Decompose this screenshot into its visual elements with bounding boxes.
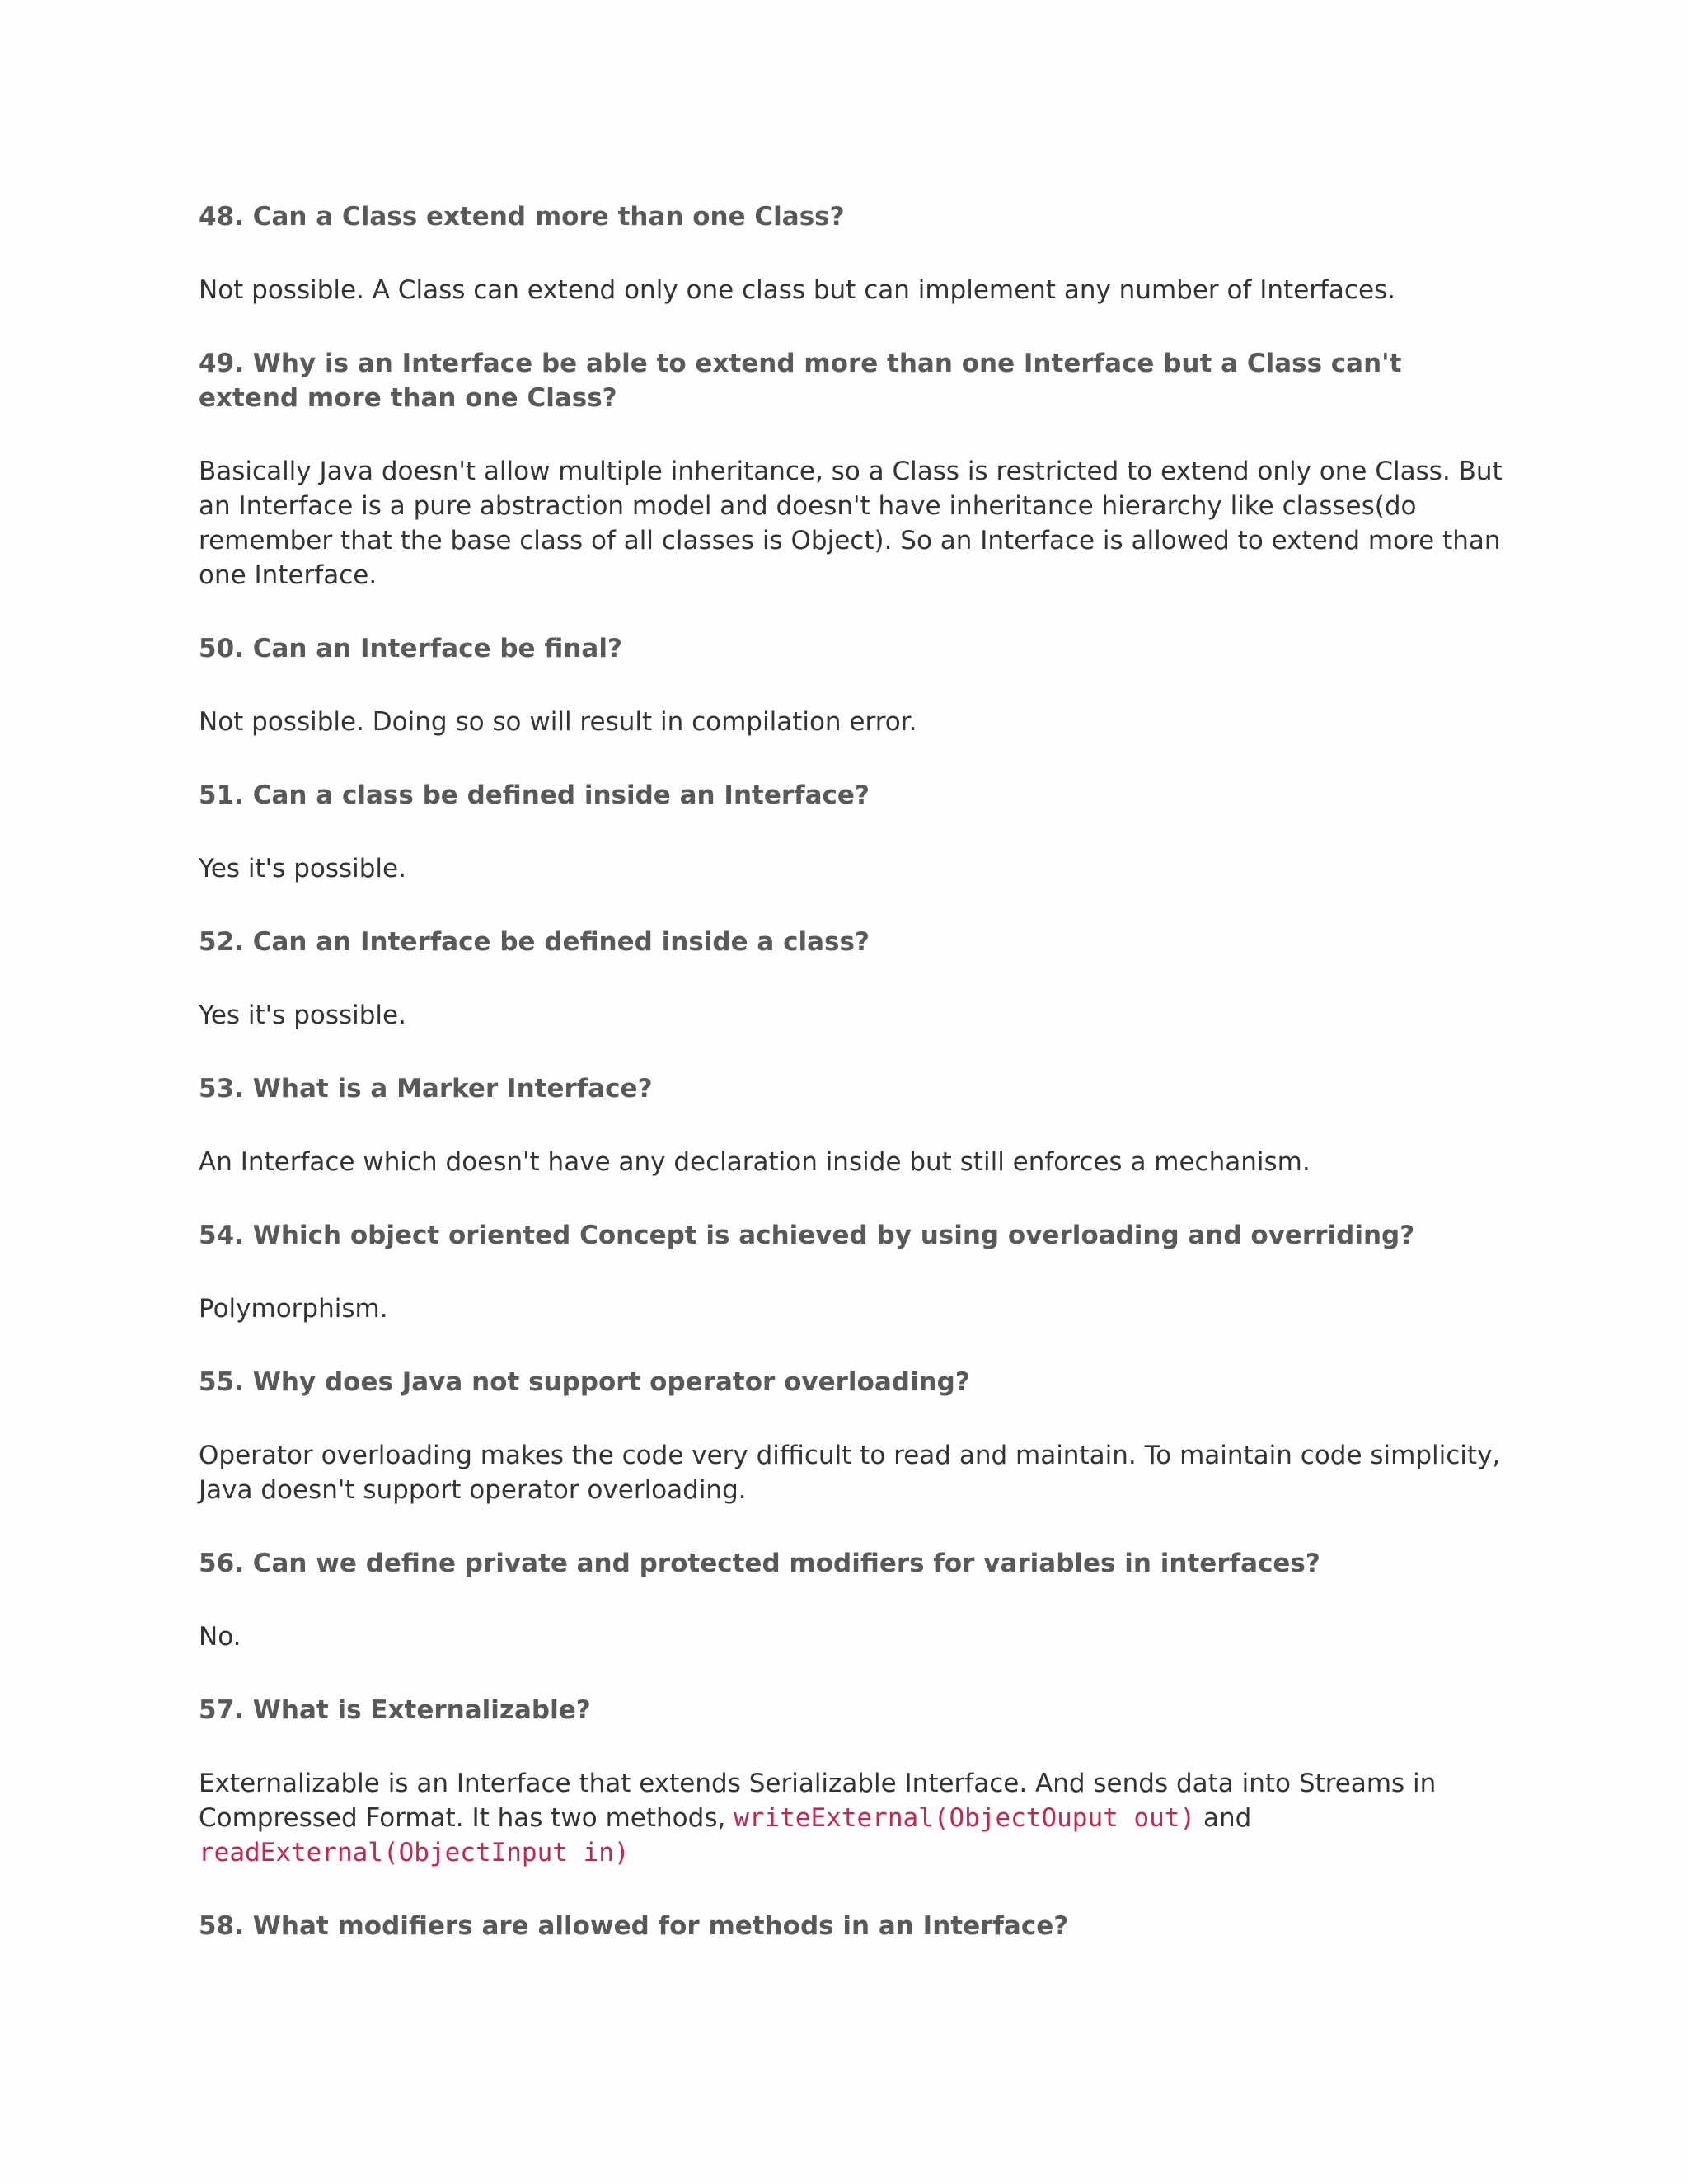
- answer-49: Basically Java doesn't allow multiple inheritance, so a Class is restricted to extend only one Class. But an Interface is a pure abstraction model and doesn't have inheritance hierarchy like classes(do remember that the base class of all classes is Object). So an Interface is allowed to extend more than one Interface.: [199, 457, 1503, 590]
- code-read-external: readExternal(ObjectInput in): [199, 1838, 630, 1868]
- question-49: 49. Why is an Interface be able to extend more than one Interface but a Class can't extend more than one Class?: [199, 349, 1402, 413]
- question-54: 54. Which object oriented Concept is achieved by using overloading and overriding?: [199, 1221, 1415, 1250]
- question-51: 51. Can a class be defined inside an Interface?: [199, 780, 870, 810]
- answer-50: Not possible. Doing so so will result in compilation error.: [199, 707, 917, 737]
- answer-53: An Interface which doesn't have any declaration inside but still enforces a mechanism.: [199, 1147, 1311, 1177]
- answer-55: Operator overloading makes the code very difficult to read and maintain. To maintain code simplicity, Java doesn't support operator overloading.: [199, 1441, 1501, 1505]
- question-58: 58. What modifiers are allowed for methods in an Interface?: [199, 1911, 1069, 1941]
- answer-51: Yes it's possible.: [199, 854, 406, 883]
- answer-57-text-1: Externalizable is an Interface that extends Serializable Interface. And sends data into Streams in Compressed Format. It has two methods,: [199, 1769, 1437, 1833]
- answer-52: Yes it's possible.: [199, 1001, 406, 1030]
- question-57: 57. What is Externalizable?: [199, 1695, 591, 1725]
- answer-57-text-2: and: [1195, 1803, 1252, 1833]
- code-write-external: writeExternal(ObjectOuput out): [734, 1803, 1196, 1833]
- question-56: 56. Can we define private and protected modifiers for variables in interfaces?: [199, 1549, 1320, 1578]
- document-content: [199, 199, 1509, 1943]
- answer-56: No.: [199, 1622, 241, 1652]
- question-50: 50. Can an Interface be final?: [199, 634, 622, 663]
- question-53: 53. What is a Marker Interface?: [199, 1074, 653, 1104]
- question-55: 55. Why does Java not support operator overloading?: [199, 1367, 970, 1397]
- question-52: 52. Can an Interface be defined inside a class?: [199, 927, 870, 957]
- question-48: 48. Can a Class extend more than one Class?: [199, 202, 845, 232]
- answer-48: Not possible. A Class can extend only one class but can implement any number of Interfaces.: [199, 275, 1396, 305]
- answer-54: Polymorphism.: [199, 1294, 388, 1324]
- answer-57: [199, 1766, 1509, 1870]
